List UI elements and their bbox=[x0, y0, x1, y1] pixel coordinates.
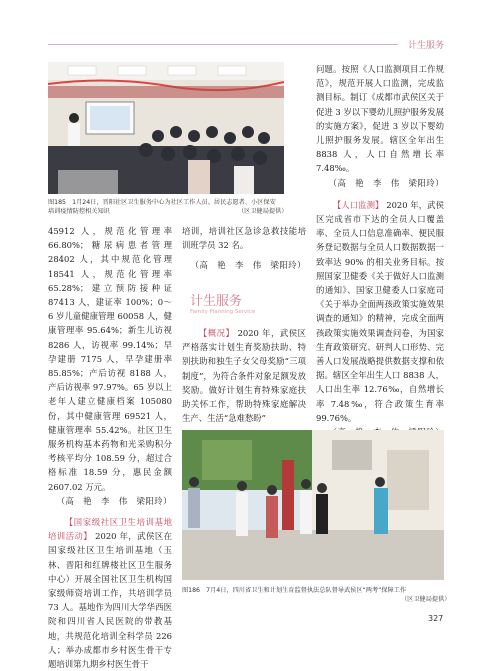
population-monitoring-paragraph bbox=[316, 198, 444, 425]
section-subtitle: Family Planning Service bbox=[190, 309, 256, 315]
overview-paragraph bbox=[182, 326, 306, 425]
training-continuation-text: 培训，培训社区急诊急救技能培训班学员 32 名。 bbox=[182, 226, 306, 251]
section-title: 计生服务 bbox=[190, 294, 243, 309]
training-base-text: 2020 年，武侯区在国家级社区卫生培训基地（玉林、晋阳和红牌楼社区卫生服务中心）开展全国社区卫生机构国家级师资培训工作，共培训学员 73 人。基地作为四川大学华西医院和四川省人民医院的带教基地，共规范化培训全科学员 226 人；举办成都市乡村医生骨干专题培训第九期乡村医生骨干 bbox=[48, 531, 173, 670]
section-heading-family-planning bbox=[190, 290, 255, 315]
running-header: 计生服务 bbox=[408, 41, 445, 51]
population-monitoring-heading: 【人口监测】 bbox=[332, 199, 384, 210]
figure-185-credit: （区卫健局提供） bbox=[238, 208, 288, 215]
author-signature: （高 艳 李 伟 梁阳玲） bbox=[328, 177, 444, 188]
overview-heading: 【概况】 bbox=[198, 328, 235, 338]
training-photo bbox=[48, 62, 284, 194]
header-rule bbox=[48, 44, 398, 45]
overview-block bbox=[182, 326, 306, 425]
figure-186-credit: （区卫健局提供） bbox=[401, 596, 451, 603]
population-monitoring-text: 2020 年，武侯区完成省市下达的全员人口覆盖率、全员人口信息准确率、便民服务登记数据与全员人口数据数据一致率达 90% 的相关业务目标。按照国家卫健委《关于做好人口监测的通知》、国家卫健委人口家庭司《关于举办全面两孩政策实施效果调查的通知》的精神，完成全面两孩政策实施效果调查问卷，为国家生育政策研究、研判人口形势、完善人口发展战略提供数据支撑和依据。辖区全年出生人口 8838 人，人口出生率 12.76‰，自然增长率 7.48‰，符合政策生育率 99.76%。 bbox=[316, 199, 444, 423]
column-2 bbox=[182, 224, 306, 273]
page-number: 327 bbox=[428, 614, 444, 623]
inspection-photo bbox=[182, 430, 444, 580]
author-signature: （高 艳 李 伟 梁阳玲） bbox=[190, 260, 306, 271]
overview-text: 2020 年，武侯区严格落实计划生育奖励扶助、特别扶助和独生子女父母奖励“三项制度”，为符合条件对象足额发放奖励。做好计划生育特殊家庭扶助关怀工作，帮助特殊家庭解决生产、生活“急难愁盼” bbox=[182, 328, 306, 424]
training-base-paragraph bbox=[48, 515, 172, 671]
training-base-heading: 【国家级社区卫生培训基地培训活动】 bbox=[48, 517, 172, 542]
health-management-text: 45912 人，规范化管理率 66.80%；糖尿病患者管理 28402 人，其中规范化管理 18541 人，规范化管理率 65.28%；建立预防接种证 87413 人，建证率 100%；0～6 岁儿童健康管理 60058 人，健康管理率 95.64%；新生儿访视 8286 人，访视率 99.14%；早孕建册 7175 人，早孕建册率 85.85%；产后访视 8188 人，产后访视率 97.97%。65 岁以上老年人建立健康档案 105080 份，其中健康管理 69521 人，健康管理率 55.42%。社区卫生服务机构基本药物和光采购积分考核平均分 108.59 分，超过合格标准 18.59 分，惠民金额 2607.02 万元。 bbox=[48, 226, 172, 492]
column-1 bbox=[48, 224, 172, 671]
population-continuation-text: 问题。按照《人口监测项目工作规范》，规范开展人口监测，完成监测目标。制订《成都市武侯区关于促进 3 岁以下婴幼儿照护服务发展的实施方案》，促进 3 岁以下婴幼儿照护服务发展。辖区全年出生 8838 人，人口自然增长率 7.48‰。 bbox=[316, 64, 444, 174]
author-signature: （高 艳 李 伟 梁阳玲） bbox=[56, 495, 172, 506]
column-3 bbox=[316, 62, 444, 439]
figure-186-caption: 图186 7月4日，四川省卫生和计划生育监督执法总队督导武侯区“两考”保障工作 bbox=[182, 587, 407, 594]
figure-185-caption: 图185 1月24日，晋阳社区卫生服务中心为社区工作人员、居民志愿者、小区保安培训疫情防控相关知识 bbox=[48, 199, 276, 215]
